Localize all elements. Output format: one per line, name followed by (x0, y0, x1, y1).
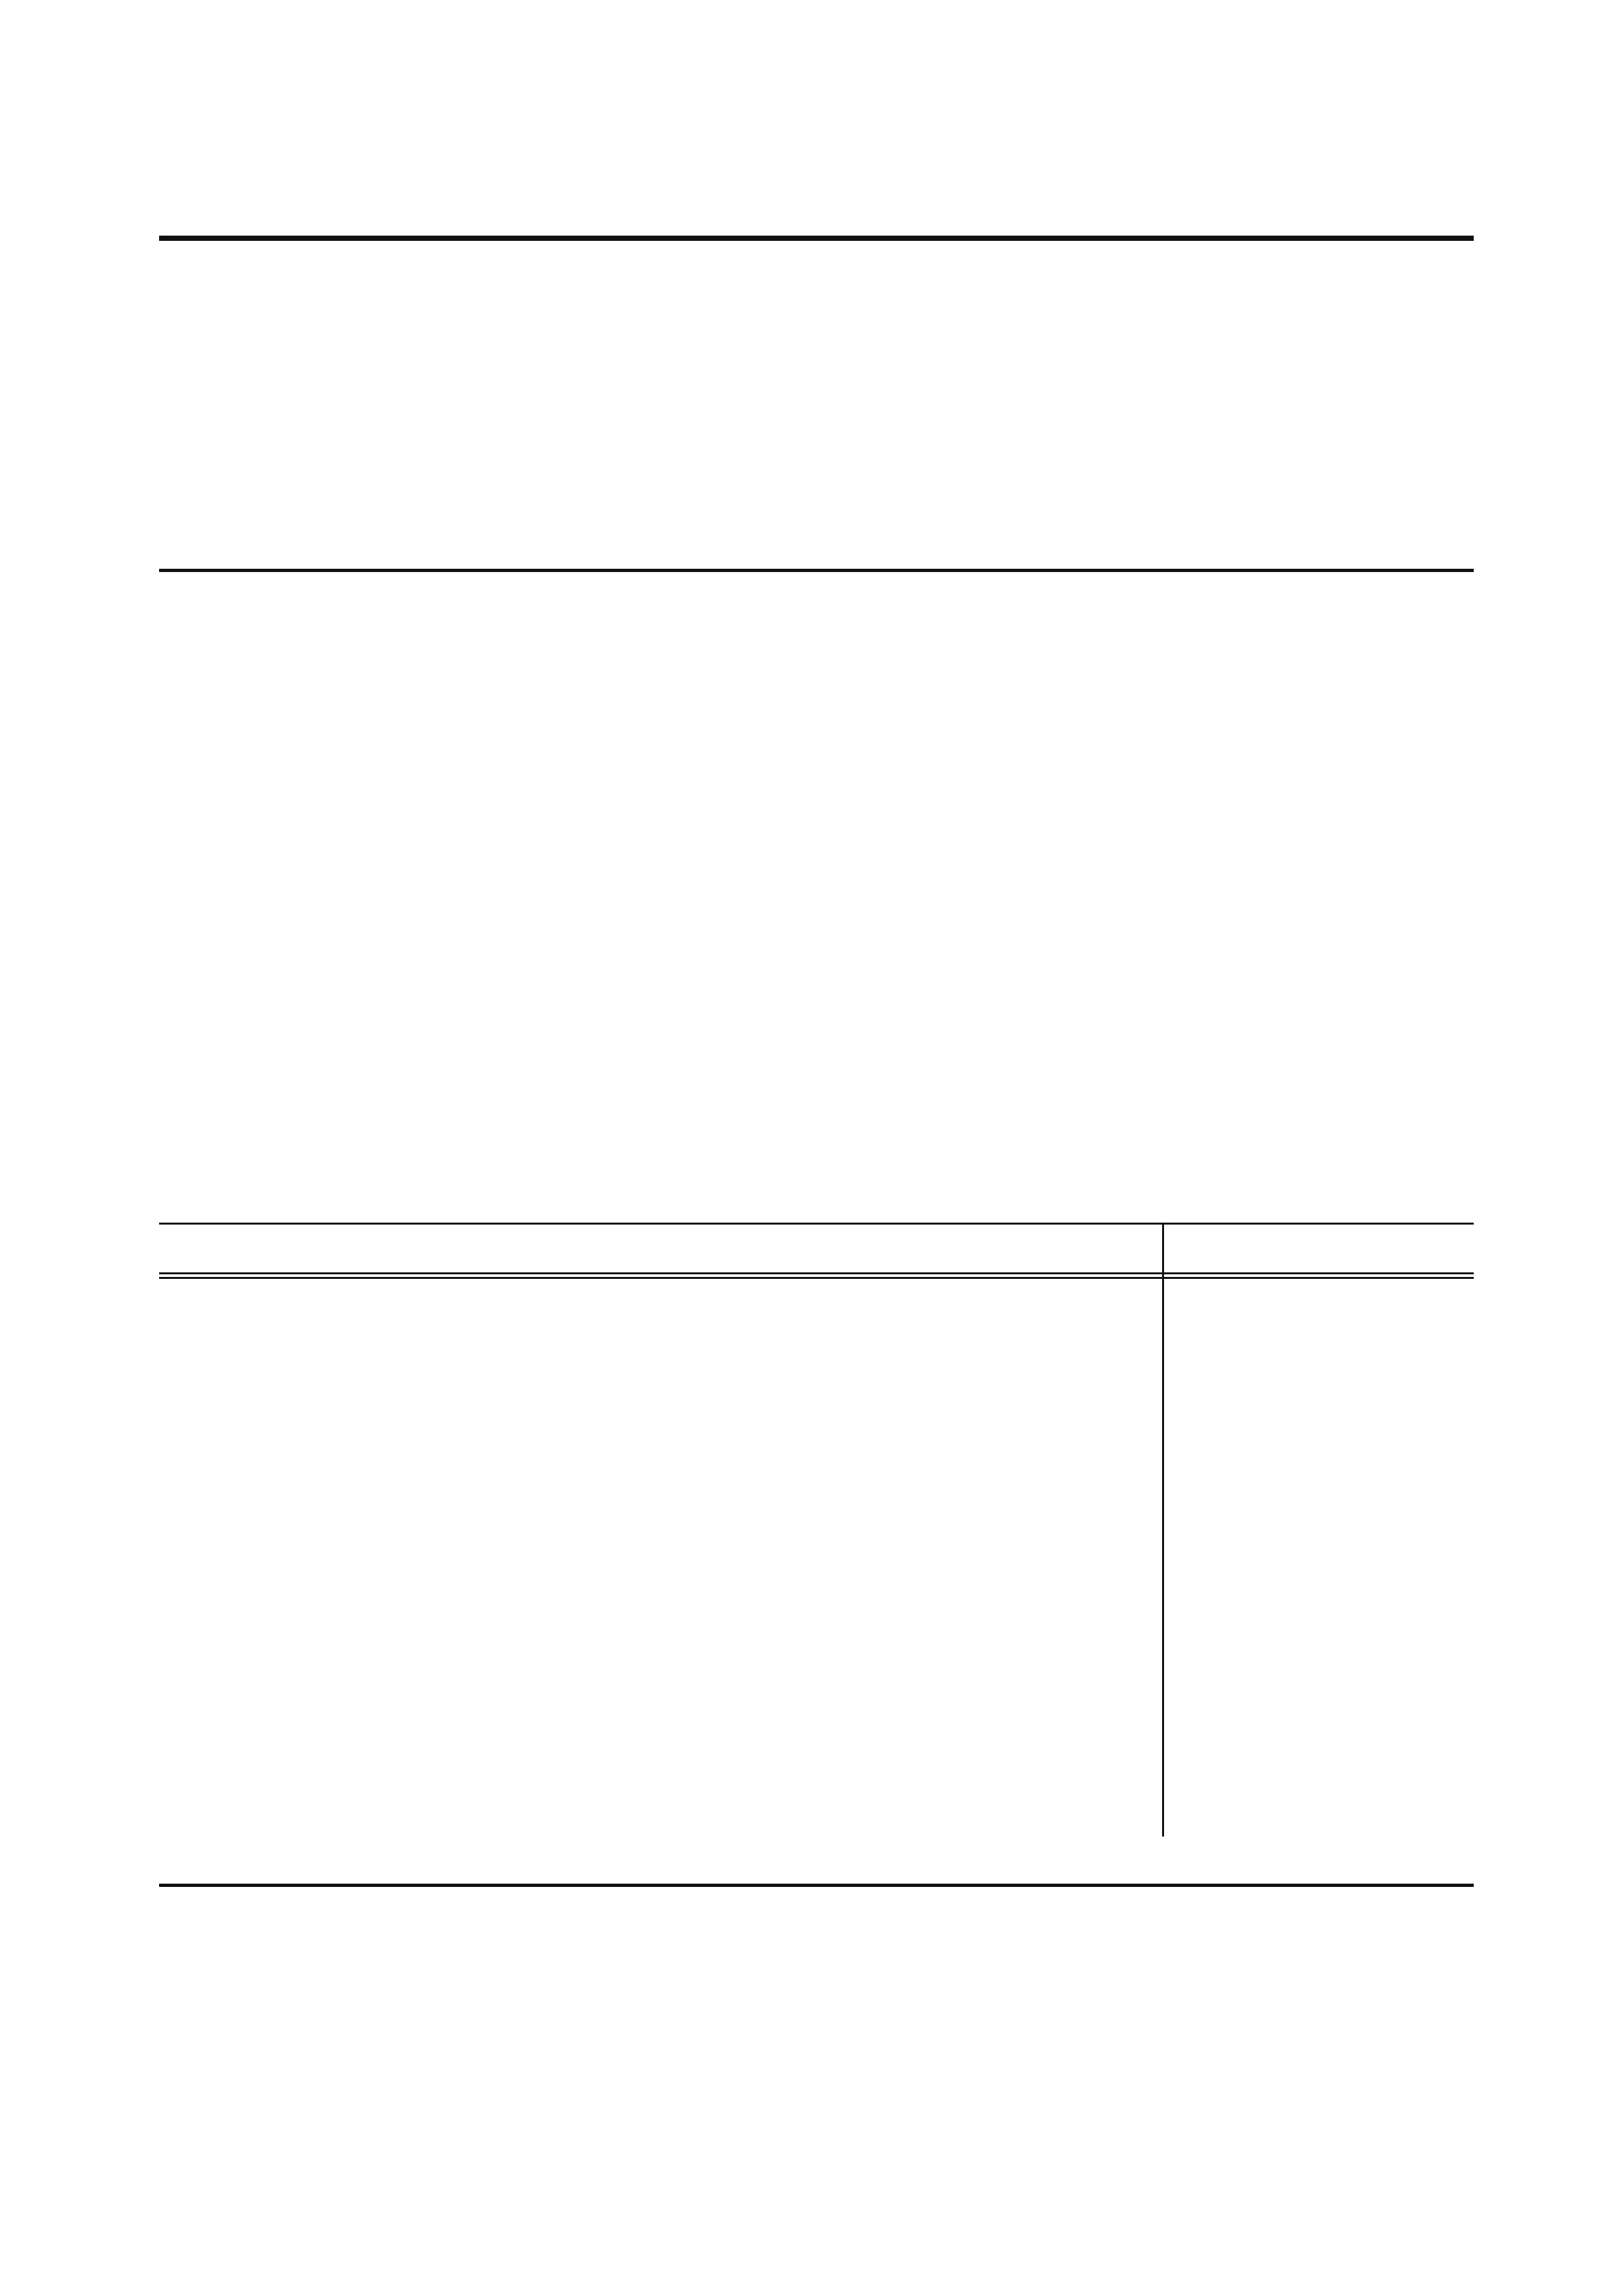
footer-rule (159, 1884, 1474, 1887)
banner-rule (159, 236, 1474, 241)
table-top-rule (159, 1223, 1474, 1225)
codes-rule (159, 569, 1474, 572)
clause-1-2-1 (159, 1115, 1474, 1145)
table-header-rule-2 (159, 1277, 1474, 1279)
preamble-paragraph-2 (159, 787, 1474, 817)
table-header-rule-1 (159, 1272, 1474, 1274)
clause-1-1 (159, 965, 1474, 995)
table-column-divider (1162, 1223, 1164, 1837)
preamble-paragraph-1 (159, 696, 1474, 726)
